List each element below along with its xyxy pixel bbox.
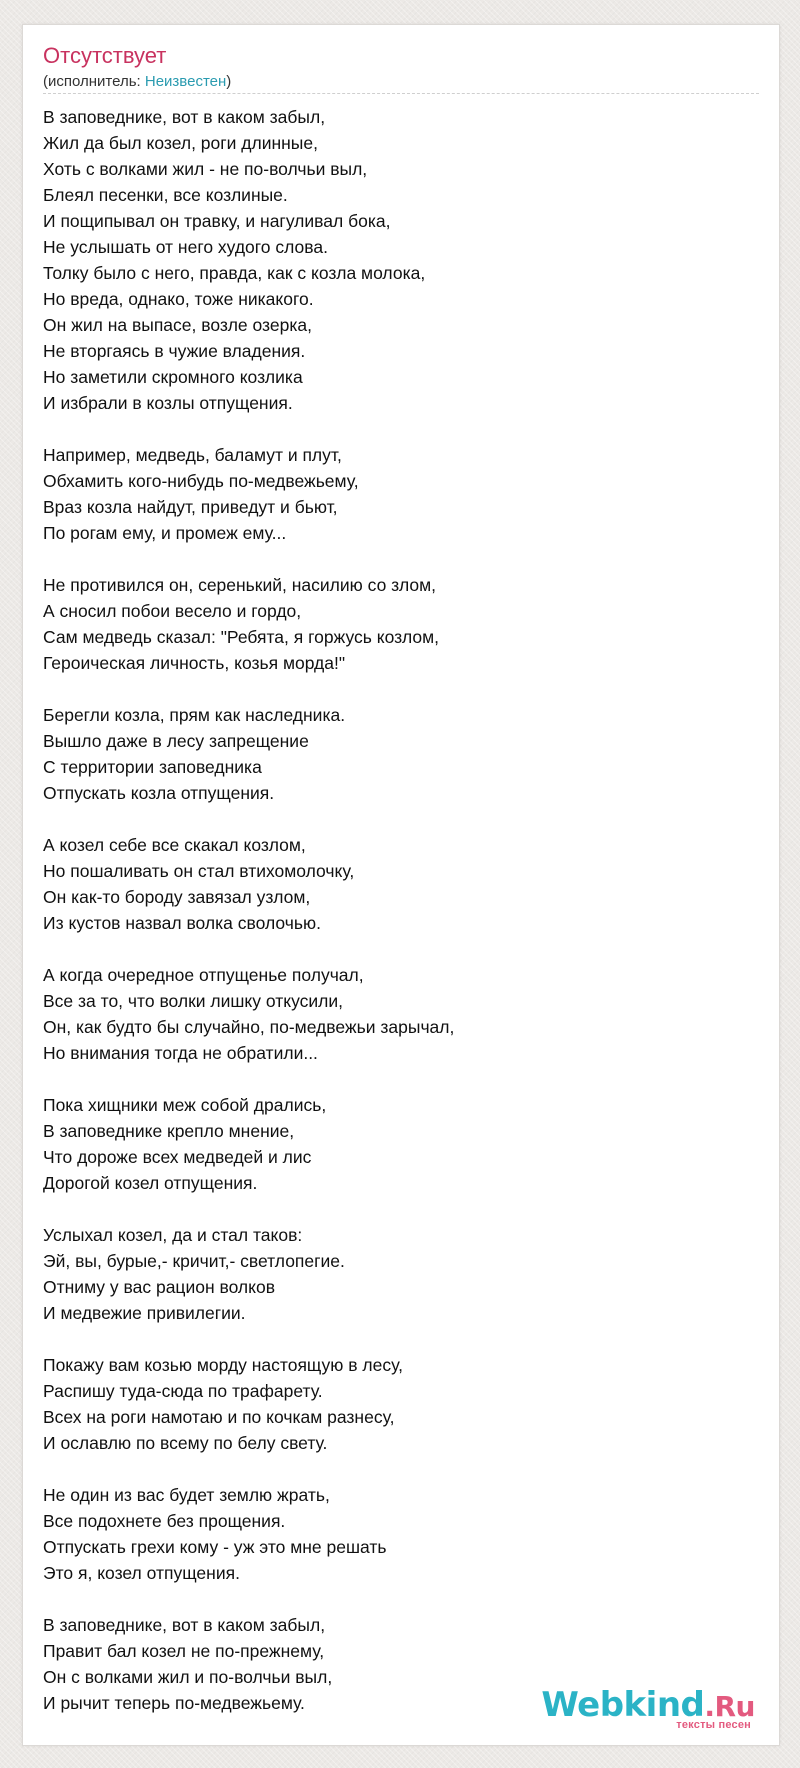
lyrics-line: И рычит теперь по-медвежьему. — [43, 1693, 305, 1713]
lyrics-line: А козел себе все скакал козлом, — [43, 835, 306, 855]
lyrics-line: Толку было с него, правда, как с козла молока, — [43, 263, 426, 283]
lyrics-line: Он как-то бороду завязал узлом, — [43, 887, 311, 907]
artist-suffix: ) — [226, 73, 232, 90]
lyrics-line: А сносил побои весело и гордо, — [43, 601, 302, 621]
lyrics-line: Хоть с волками жил - не по-волчьи выл, — [43, 159, 368, 179]
lyrics-stanza — [43, 1482, 759, 1586]
lyrics-stanza — [43, 1092, 759, 1196]
lyrics-line: Враз козла найдут, приведут и бьют, — [43, 497, 338, 517]
lyrics-line: Жил да был козел, роги длинные, — [43, 133, 318, 153]
lyrics-line: А когда очередное отпущенье получал, — [43, 965, 364, 985]
lyrics-line: Не услышать от него худого слова. — [43, 237, 328, 257]
lyrics-line: Пока хищники меж собой дрались, — [43, 1095, 327, 1115]
lyrics-line: Но пошаливать он стал втихомолочку, — [43, 861, 355, 881]
lyrics-line: Он с волками жил и по-волчьи выл, — [43, 1667, 333, 1687]
lyrics-line: И избрали в козлы отпущения. — [43, 393, 293, 413]
lyrics-stanza — [43, 832, 759, 936]
lyrics-line: Обхамить кого-нибудь по-медвежьему, — [43, 471, 359, 491]
lyrics-line: Отпускать грехи кому - уж это мне решать — [43, 1537, 387, 1557]
lyrics-line: Что дороже всех медведей и лис — [43, 1147, 312, 1167]
lyrics-line: И ославлю по всему по белу свету. — [43, 1433, 328, 1453]
lyrics-line: Из кустов назвал волка сволочью. — [43, 913, 321, 933]
logo-main-text: Webkind — [541, 1685, 705, 1725]
lyrics-line: Отниму у вас рацион волков — [43, 1277, 276, 1297]
lyrics-body — [43, 104, 759, 1742]
lyrics-line: В заповеднике крепло мнение, — [43, 1121, 295, 1141]
lyrics-line: Не вторгаясь в чужие владения. — [43, 341, 306, 361]
song-title: Отсутствует — [43, 43, 167, 68]
lyrics-line: Все подохнете без прощения. — [43, 1511, 286, 1531]
lyrics-line: Правит бал козел не по-прежнему, — [43, 1641, 325, 1661]
lyrics-line: Но заметили скромного козлика — [43, 367, 303, 387]
lyrics-stanza — [43, 104, 759, 416]
lyrics-line: И медвежие привилегии. — [43, 1303, 246, 1323]
lyrics-line: По рогам ему, и промеж ему... — [43, 523, 287, 543]
lyrics-line: С территории заповедника — [43, 757, 262, 777]
lyrics-line: Не противился он, серенький, насилию со злом, — [43, 575, 437, 595]
lyrics-line: Он жил на выпасе, возле озерка, — [43, 315, 312, 335]
artist-line — [43, 73, 231, 91]
lyrics-line: Это я, козел отпущения. — [43, 1563, 240, 1583]
lyrics-line: Услыхал козел, да и стал таков: — [43, 1225, 303, 1245]
lyrics-stanza — [43, 442, 759, 546]
lyrics-stanza — [43, 702, 759, 806]
lyrics-line: Сам медведь сказал: "Ребята, я горжусь козлом, — [43, 627, 439, 647]
lyrics-line: И пощипывал он травку, и нагуливал бока, — [43, 211, 391, 231]
lyrics-stanza — [43, 572, 759, 676]
logo-tld-text: .Ru — [704, 1690, 755, 1723]
lyrics-line: Отпускать козла отпущения. — [43, 783, 275, 803]
lyrics-stanza — [43, 1352, 759, 1456]
lyrics-stanza — [43, 962, 759, 1066]
lyrics-line: Он, как будто бы случайно, по-медвежьи зарычал, — [43, 1017, 455, 1037]
lyrics-line: Блеял песенки, все козлиные. — [43, 185, 288, 205]
lyrics-line: Дорогой козел отпущения. — [43, 1173, 258, 1193]
lyrics-line: Героическая личность, козья морда!" — [43, 653, 346, 673]
lyrics-line: В заповеднике, вот в каком забыл, — [43, 1615, 326, 1635]
lyrics-line: Всех на роги намотаю и по кочкам разнесу, — [43, 1407, 395, 1427]
lyrics-line: В заповеднике, вот в каком забыл, — [43, 107, 326, 127]
lyrics-line: Эй, вы, бурые,- кричит,- светлопегие. — [43, 1251, 345, 1271]
artist-prefix: (исполнитель: — [43, 73, 145, 90]
title-divider — [43, 93, 759, 94]
lyrics-card — [22, 24, 780, 1746]
lyrics-line: Все за то, что волки лишку откусили, — [43, 991, 344, 1011]
lyrics-stanza — [43, 1222, 759, 1326]
lyrics-line: Берегли козла, прям как наследника. — [43, 705, 346, 725]
artist-link[interactable]: Неизвестен — [144, 73, 227, 90]
lyrics-line: Распишу туда-сюда по трафарету. — [43, 1381, 323, 1401]
lyrics-line: Покажу вам козью морду настоящую в лесу, — [43, 1355, 403, 1375]
lyrics-line: Но вреда, однако, тоже никакого. — [43, 289, 314, 309]
lyrics-line: Вышло даже в лесу запрещение — [43, 731, 309, 751]
lyrics-line: Например, медведь, баламут и плут, — [43, 445, 342, 465]
lyrics-line: Но внимания тогда не обратили... — [43, 1043, 318, 1063]
logo-subtitle: тексты песен — [676, 1719, 751, 1731]
site-logo[interactable] — [541, 1687, 755, 1731]
lyrics-line: Не один из вас будет землю жрать, — [43, 1485, 330, 1505]
